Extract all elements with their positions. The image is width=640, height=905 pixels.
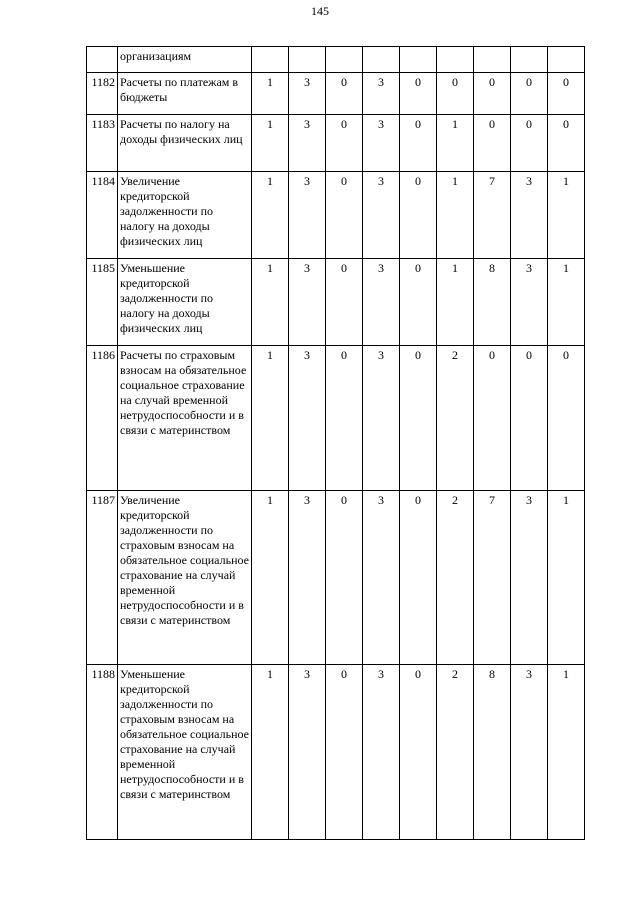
code-digit: 1 — [252, 73, 289, 115]
code-digit: 3 — [511, 491, 548, 665]
code-digit: 8 — [474, 259, 511, 346]
code-digit: 0 — [400, 346, 437, 491]
table-row — [87, 115, 585, 172]
code-digit: 1 — [252, 115, 289, 172]
code-digit: 7 — [474, 491, 511, 665]
code-digit: 0 — [400, 172, 437, 259]
page-number: 145 — [311, 4, 329, 18]
code-digit: 3 — [511, 172, 548, 259]
code-digit: 0 — [326, 172, 363, 259]
code-digit: 2 — [437, 665, 474, 840]
code-digit: 1 — [252, 259, 289, 346]
code-digit: 3 — [511, 259, 548, 346]
code-digit — [252, 47, 289, 73]
code-digit: 3 — [363, 346, 400, 491]
code-digit: 3 — [363, 73, 400, 115]
code-digit: 3 — [289, 172, 326, 259]
account-code-table — [86, 46, 585, 840]
code-digit — [289, 47, 326, 73]
code-digit: 1 — [252, 665, 289, 840]
table-row — [87, 259, 585, 346]
table-row — [87, 665, 585, 840]
code-digit — [548, 47, 585, 73]
code-digit: 3 — [289, 259, 326, 346]
code-digit: 3 — [363, 665, 400, 840]
table-row — [87, 47, 585, 73]
code-digit: 0 — [474, 73, 511, 115]
code-digit: 2 — [437, 491, 474, 665]
account-code: 1186 — [87, 346, 118, 491]
code-digit: 1 — [252, 491, 289, 665]
code-digit: 3 — [511, 665, 548, 840]
code-digit: 0 — [474, 346, 511, 491]
account-name: Уменьшение кредиторской задолженности по налогу на доходы физических лиц — [118, 259, 252, 346]
account-name: организациям — [118, 47, 252, 73]
code-digit: 0 — [326, 73, 363, 115]
code-digit: 1 — [437, 172, 474, 259]
code-digit: 1 — [437, 259, 474, 346]
table-row — [87, 172, 585, 259]
code-digit: 1 — [548, 665, 585, 840]
code-digit: 3 — [363, 259, 400, 346]
account-name: Расчеты по платежам в бюджеты — [118, 73, 252, 115]
code-digit: 3 — [363, 115, 400, 172]
code-digit: 2 — [437, 346, 474, 491]
code-digit: 3 — [363, 491, 400, 665]
code-digit: 3 — [289, 346, 326, 491]
code-digit: 0 — [548, 73, 585, 115]
code-digit: 8 — [474, 665, 511, 840]
code-digit: 0 — [437, 73, 474, 115]
account-name: Увеличение кредиторской задолженности по налогу на доходы физических лиц — [118, 172, 252, 259]
code-digit: 0 — [511, 346, 548, 491]
code-digit: 3 — [289, 665, 326, 840]
account-code — [87, 47, 118, 73]
code-digit: 0 — [474, 115, 511, 172]
code-digit: 1 — [437, 115, 474, 172]
code-digit: 0 — [326, 491, 363, 665]
account-code: 1182 — [87, 73, 118, 115]
code-digit: 0 — [511, 73, 548, 115]
table-row — [87, 346, 585, 491]
code-digit — [474, 47, 511, 73]
code-digit: 0 — [326, 346, 363, 491]
account-code: 1185 — [87, 259, 118, 346]
code-digit: 3 — [363, 172, 400, 259]
code-digit: 0 — [511, 115, 548, 172]
code-digit: 1 — [252, 346, 289, 491]
code-digit — [400, 47, 437, 73]
account-name: Увеличение кредиторской задолженности по страховым взносам на обязательное социальное страхование на случай временной нетрудоспособности и в связи с материнством — [118, 491, 252, 665]
code-digit: 0 — [400, 665, 437, 840]
code-digit: 1 — [548, 172, 585, 259]
code-digit: 0 — [326, 115, 363, 172]
code-digit: 1 — [548, 491, 585, 665]
account-code: 1184 — [87, 172, 118, 259]
code-digit: 0 — [326, 665, 363, 840]
code-digit: 3 — [289, 73, 326, 115]
account-name: Расчеты по налогу на доходы физических лиц — [118, 115, 252, 172]
account-code: 1183 — [87, 115, 118, 172]
account-code: 1187 — [87, 491, 118, 665]
code-digit — [326, 47, 363, 73]
account-name: Уменьшение кредиторской задолженности по страховым взносам на обязательное социальное страхование на случай временной нетрудоспособности и в связи с материнством — [118, 665, 252, 840]
table-row — [87, 491, 585, 665]
table-row — [87, 73, 585, 115]
code-digit — [511, 47, 548, 73]
code-digit: 1 — [548, 259, 585, 346]
code-digit: 0 — [400, 73, 437, 115]
code-digit: 3 — [289, 491, 326, 665]
code-digit: 0 — [548, 346, 585, 491]
code-digit: 7 — [474, 172, 511, 259]
code-digit: 0 — [400, 259, 437, 346]
code-digit — [363, 47, 400, 73]
account-name: Расчеты по страховым взносам на обязательное социальное страхование на случай временной нетрудоспособности и в связи с материнством — [118, 346, 252, 491]
code-digit: 0 — [400, 491, 437, 665]
account-code: 1188 — [87, 665, 118, 840]
code-digit — [437, 47, 474, 73]
code-digit: 1 — [252, 172, 289, 259]
code-digit: 0 — [326, 259, 363, 346]
code-digit: 0 — [548, 115, 585, 172]
code-digit: 0 — [400, 115, 437, 172]
code-digit: 3 — [289, 115, 326, 172]
